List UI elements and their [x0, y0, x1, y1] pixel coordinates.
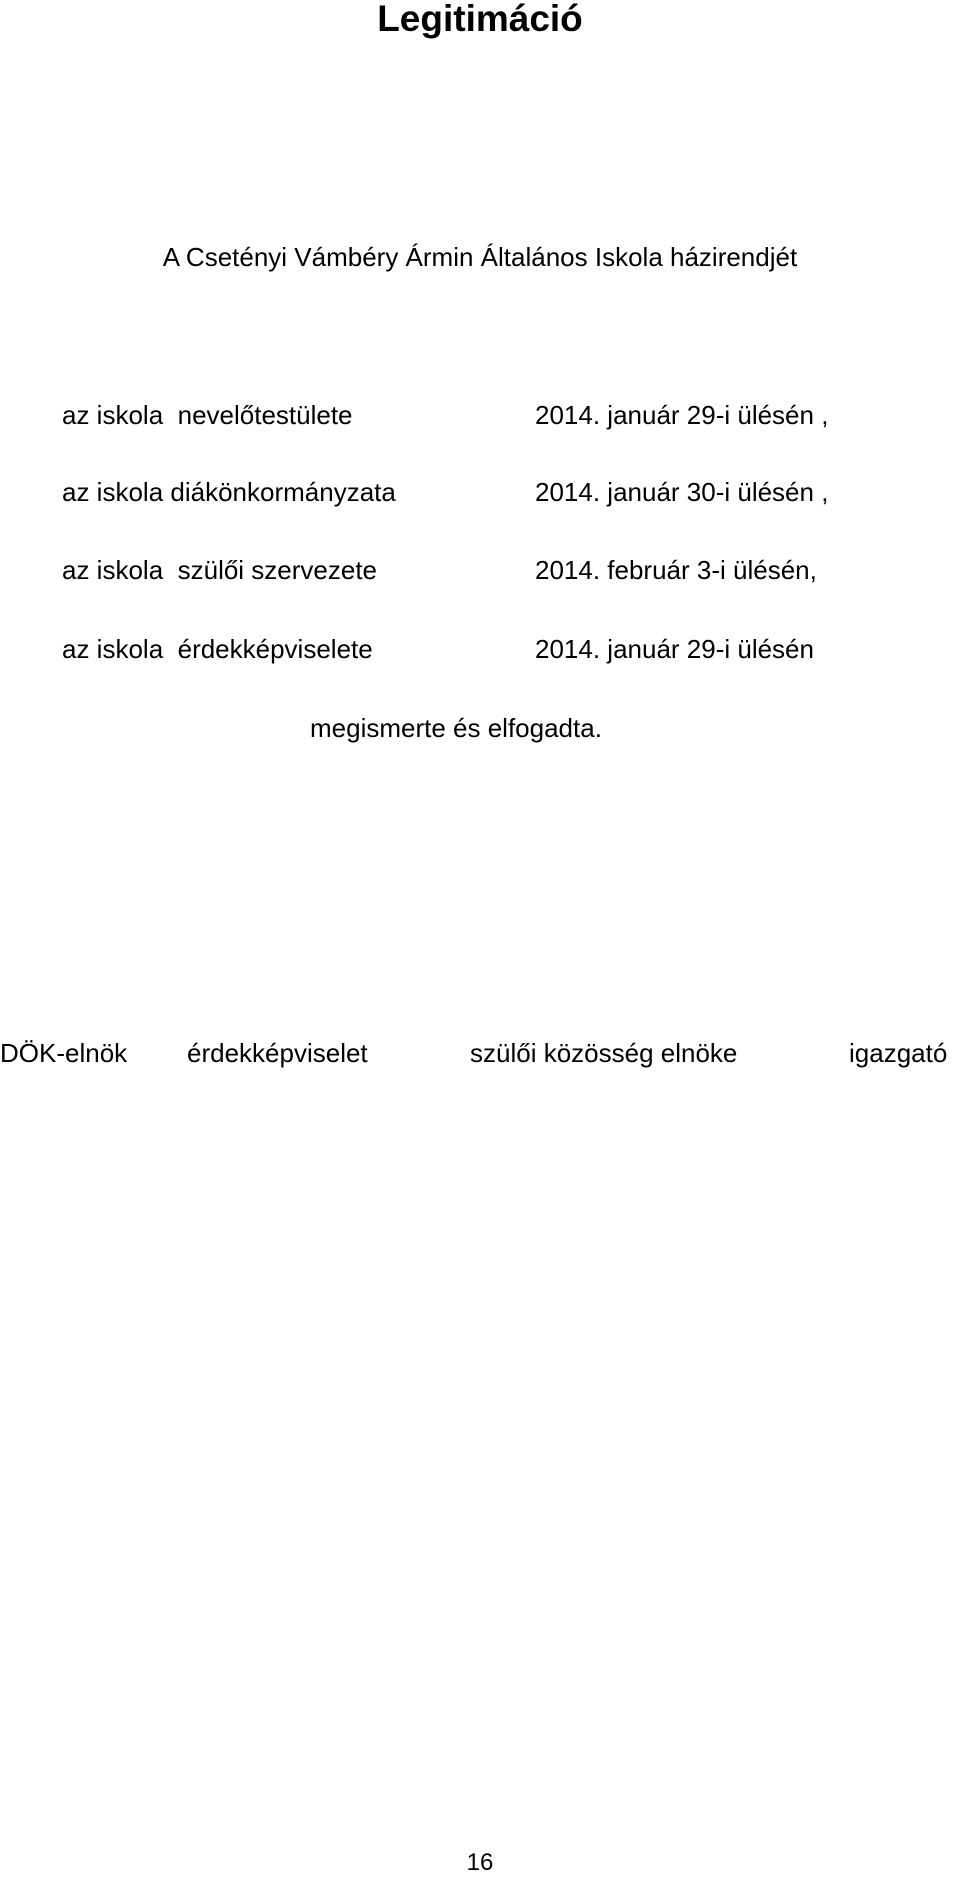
signature-szuloi-kozosseg-elnoke: szülői közösség elnöke — [470, 1038, 738, 1068]
page-title: Legitimáció — [377, 0, 583, 39]
signature-igazgato: igazgató — [849, 1038, 948, 1068]
approval-meeting: 2014. január 30-i ülésén , — [535, 477, 829, 507]
page-number: 16 — [466, 1849, 494, 1876]
approval-row — [0, 553, 960, 587]
signature-erdekkepviselet: érdekképviselet — [187, 1038, 368, 1068]
conclusion-text: megismerte és elfogadta. — [310, 713, 602, 743]
approval-meeting: 2014. február 3-i ülésén, — [535, 555, 817, 585]
approval-body: az iskola érdekképviselete — [62, 634, 373, 664]
approval-row — [0, 632, 960, 666]
approval-body: az iskola szülői szervezete — [62, 555, 378, 585]
approval-meeting: 2014. január 29-i ülésén — [535, 634, 814, 664]
approval-row — [0, 398, 960, 432]
approval-body: az iskola diákönkormányzata — [62, 477, 396, 507]
approval-body: az iskola nevelőtestülete — [62, 400, 353, 430]
approval-row — [0, 475, 960, 509]
approval-meeting: 2014. január 29-i ülésén , — [535, 400, 829, 430]
signature-dok-elnok: DÖK-elnök — [0, 1038, 128, 1068]
intro-text: A Csetényi Vámbéry Ármin Általános Iskola házirendjét — [162, 242, 798, 272]
